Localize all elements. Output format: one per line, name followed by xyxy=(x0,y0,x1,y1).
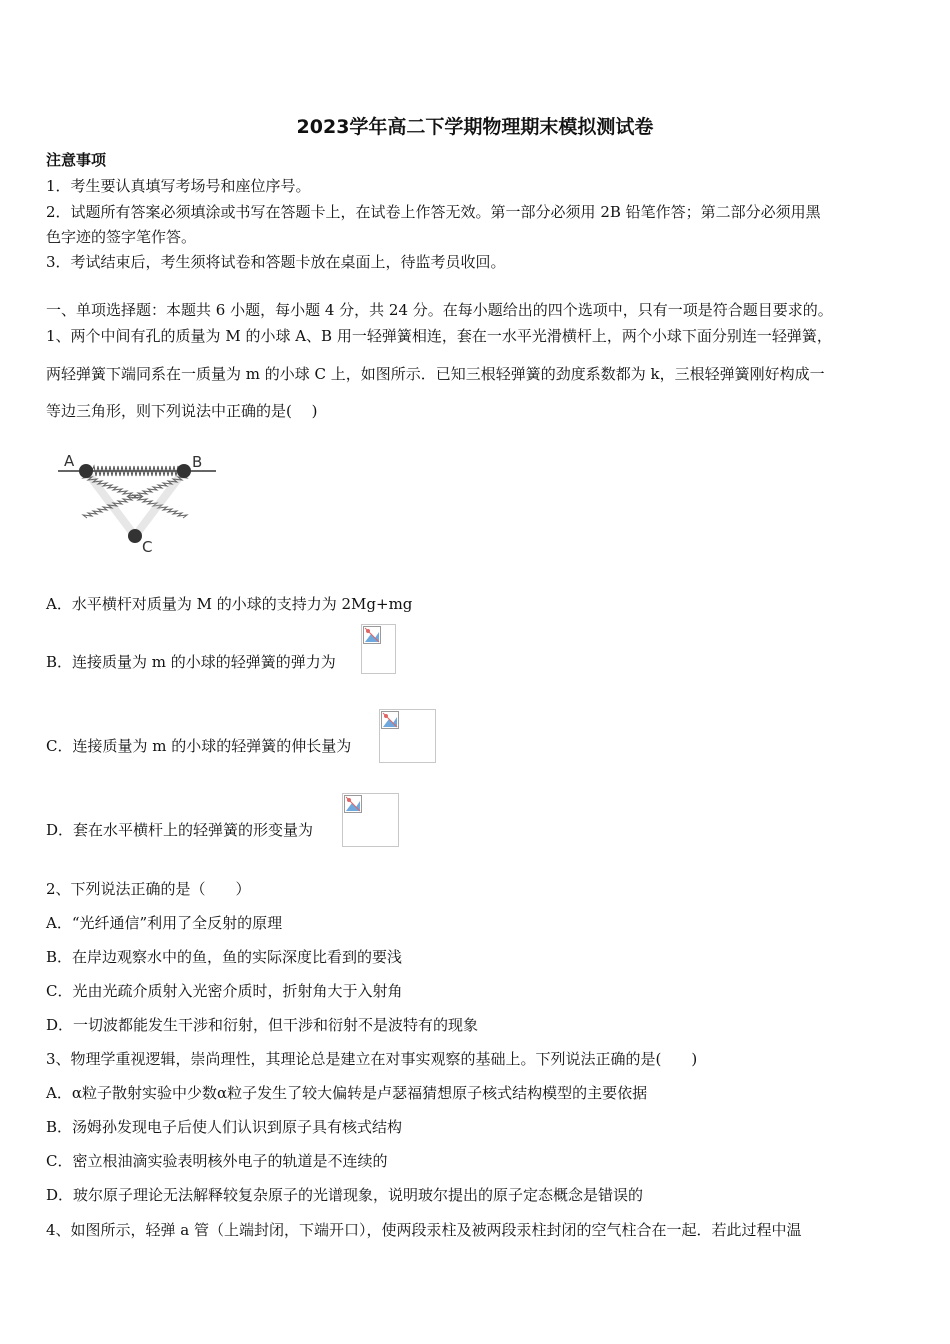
question-2-stem: 2、下列说法正确的是（ ） xyxy=(46,880,251,898)
option-b: B．在岸边观察水中的鱼，鱼的实际深度比看到的要浅 xyxy=(46,948,403,966)
section-heading: 一、单项选择题：本题共 6 小题，每小题 4 分，共 24 分。在每小题给出的四个选项中，只有一项是符合题目要求的。 xyxy=(46,301,833,319)
right-spring xyxy=(83,471,187,536)
label-c: C xyxy=(142,538,153,556)
option-d: D．玻尔原子理论无法解释较复杂原子的光谱现象，说明玻尔提出的原子定态概念是错误的 xyxy=(46,1186,644,1204)
notice-item: 2．试题所有答案必须填涂或书写在答题卡上，在试卷上作答无效。第一部分必须用 2B 铅笔作答；第二部分必须用黑 xyxy=(46,203,821,221)
spring-triangle-figure xyxy=(56,446,226,562)
ball-a xyxy=(79,464,93,478)
broken-image-icon xyxy=(361,624,396,674)
notice-item: 3．考试结束后，考生须将试卷和答题卡放在桌面上，待监考员收回。 xyxy=(46,253,506,271)
question-1-stem: 等边三角形，则下列说法中正确的是( ) xyxy=(46,402,318,420)
ball-c xyxy=(128,529,142,543)
notice-item: 1．考生要认真填写考场号和座位序号。 xyxy=(46,177,311,195)
question-3-stem: 3、物理学重视逻辑，崇尚理性，其理论总是建立在对事实观察的基础上。下列说法正确的是( ) xyxy=(46,1050,698,1068)
question-1-stem: 两轻弹簧下端同系在一质量为 m 的小球 C 上，如图所示．已知三根轻弹簧的劲度系数都为 k，三根轻弹簧刚好构成一 xyxy=(46,365,825,383)
option-b: B．汤姆孙发现电子后使人们认识到原子具有核式结构 xyxy=(46,1118,403,1136)
option-c: C．光由光疏介质射入光密介质时，折射角大于入射角 xyxy=(46,982,403,1000)
label-b: B xyxy=(192,453,203,471)
notice-heading: 注意事项 xyxy=(46,151,107,169)
question-1-stem: 1、两个中间有孔的质量为 M 的小球 A、B 用一轻弹簧相连，套在一水平光滑横杆上，两个小球下面分别连一轻弹簧， xyxy=(46,327,832,345)
option-c: C．密立根油滴实验表明核外电子的轨道是不连续的 xyxy=(46,1152,388,1170)
label-a: A xyxy=(64,452,75,470)
option-d: D．一切波都能发生干涉和衍射，但干涉和衍射不是波特有的现象 xyxy=(46,1016,479,1034)
question-4-stem: 4、如图所示，轻弹 a 管（上端封闭，下端开口），使两段汞柱及被两段汞柱封闭的空气柱合在一起．若此过程中温 xyxy=(46,1221,802,1239)
option-a: A．“光纤通信”利用了全反射的原理 xyxy=(46,914,283,932)
broken-image-icon xyxy=(342,793,399,847)
ball-b xyxy=(177,464,191,478)
notice-item: 色字迹的签字笔作答。 xyxy=(46,228,197,246)
left-spring xyxy=(83,471,187,536)
page-title: 2023学年高二下学期物理期末模拟测试卷 xyxy=(296,116,654,138)
option-a: A．α粒子散射实验中少数α粒子发生了较大偏转是卢瑟福猜想原子核式结构模型的主要依据 xyxy=(46,1084,648,1102)
option-b: B．连接质量为 m 的小球的轻弹簧的弹力为 xyxy=(46,653,336,671)
broken-image-icon xyxy=(379,709,436,763)
spring-triangle-diagram xyxy=(56,446,226,558)
option-c: C．连接质量为 m 的小球的轻弹簧的伸长量为 xyxy=(46,737,352,755)
option-a: A．水平横杆对质量为 M 的小球的支持力为 2Mg+mg xyxy=(46,595,413,613)
option-d: D．套在水平横杆上的轻弹簧的形变量为 xyxy=(46,821,314,839)
